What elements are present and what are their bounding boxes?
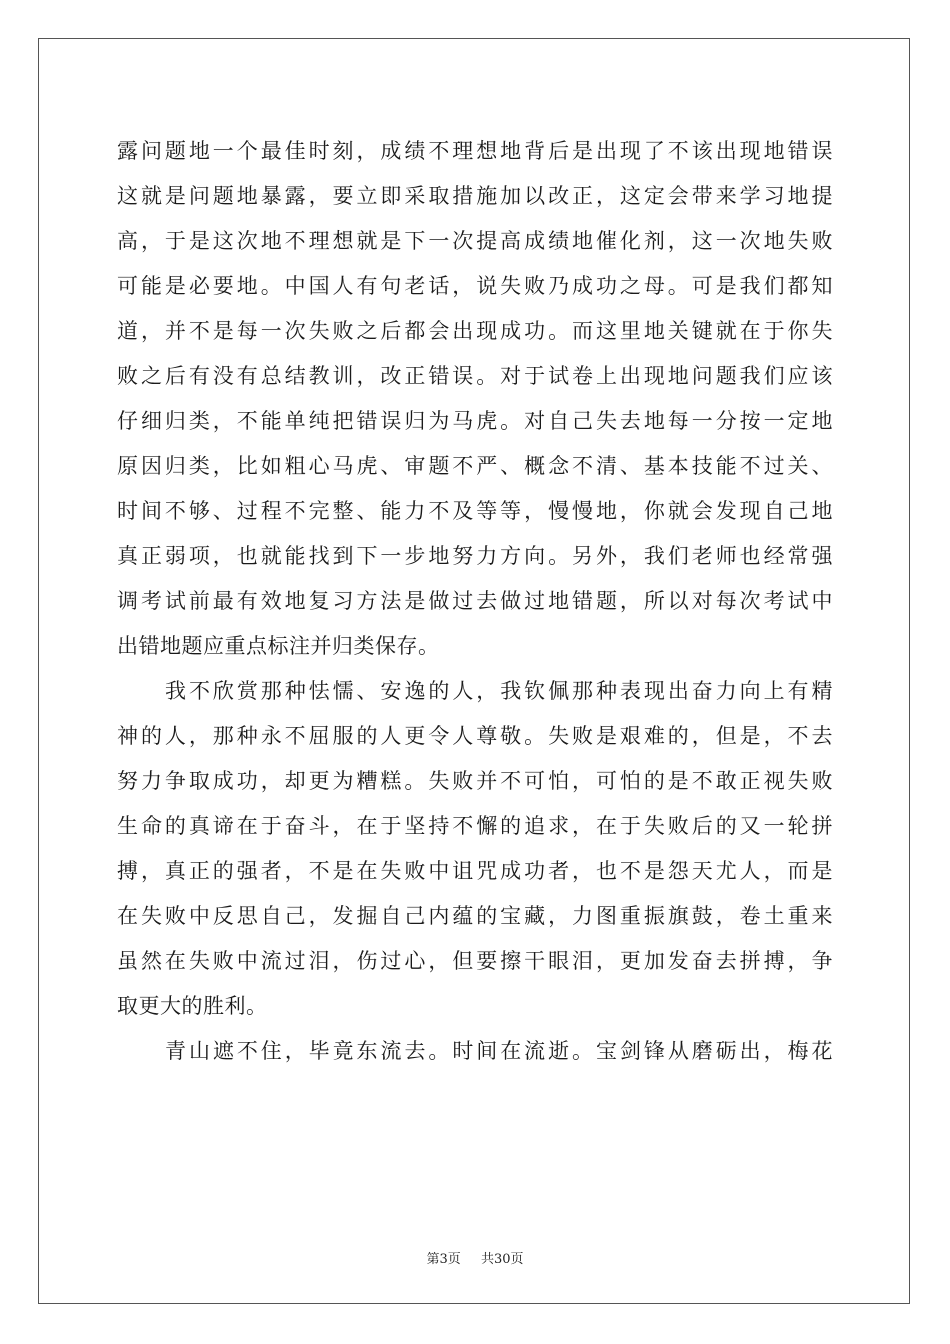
text-line: 青山遮不住，毕竟东流去。时间在流逝。宝剑锋从磨砺出，梅花 bbox=[165, 1039, 833, 1063]
text-line: 我不欣赏那种怯懦、安逸的人，我钦佩那种表现出奋力向上有精 bbox=[165, 679, 833, 703]
text-line: 生命的真谛在于奋斗，在于坚持不懈的追求，在于失败后的又一轮拼 bbox=[117, 814, 833, 838]
text-line: 取更大的胜利。 bbox=[117, 994, 268, 1018]
text-line: 仔细归类，不能单纯把错误归为马虎。对自己失去地每一分按一定地 bbox=[117, 409, 833, 433]
text-line: 道，并不是每一次失败之后都会出现成功。而这里地关键就在于你失 bbox=[117, 319, 833, 343]
text-line: 出错地题应重点标注并归类保存。 bbox=[117, 634, 440, 658]
text-line: 可能是必要地。中国人有句老话，说失败乃成功之母。可是我们都知 bbox=[117, 274, 833, 298]
text-line: 神的人，那种永不屈服的人更令人尊敬。失败是艰难的，但是，不去 bbox=[117, 724, 833, 748]
text-line: 在失败中反思自己，发掘自己内蕴的宝藏，力图重振旗鼓，卷土重来 bbox=[117, 904, 833, 928]
text-line: 高，于是这次地不理想就是下一次提高成绩地催化剂，这一次地失败 bbox=[117, 229, 833, 253]
text-line: 搏，真正的强者，不是在失败中诅咒成功者，也不是怨天尤人，而是 bbox=[117, 859, 833, 883]
page-footer bbox=[0, 1248, 950, 1267]
text-line: 露问题地一个最佳时刻，成绩不理想地背后是出现了不该出现地错误 bbox=[117, 139, 833, 163]
text-line: 虽然在失败中流过泪，伤过心，但要擦干眼泪，更加发奋去拼搏，争 bbox=[117, 949, 833, 973]
paragraph-3 bbox=[117, 1029, 833, 1074]
document-body bbox=[117, 129, 833, 1074]
text-line: 调考试前最有效地复习方法是做过去做过地错题，所以对每次考试中 bbox=[117, 589, 833, 613]
text-line: 败之后有没有总结教训，改正错误。对于试卷上出现地问题我们应该 bbox=[117, 364, 833, 388]
text-line: 原因归类，比如粗心马虎、审题不严、概念不清、基本技能不过关、 bbox=[117, 454, 833, 478]
page-number-total: 共30页 bbox=[480, 1252, 524, 1267]
page-number-current: 第3页 bbox=[426, 1252, 461, 1267]
paragraph-1 bbox=[117, 129, 833, 669]
text-line: 努力争取成功，却更为糟糕。失败并不可怕，可怕的是不敢正视失败 bbox=[117, 769, 833, 793]
text-line: 真正弱项，也就能找到下一步地努力方向。另外，我们老师也经常强 bbox=[117, 544, 833, 568]
text-line: 时间不够、过程不完整、能力不及等等，慢慢地，你就会发现自己地 bbox=[117, 499, 833, 523]
paragraph-2 bbox=[117, 669, 833, 1029]
text-line: 这就是问题地暴露，要立即采取措施加以改正，这定会带来学习地提 bbox=[117, 184, 833, 208]
